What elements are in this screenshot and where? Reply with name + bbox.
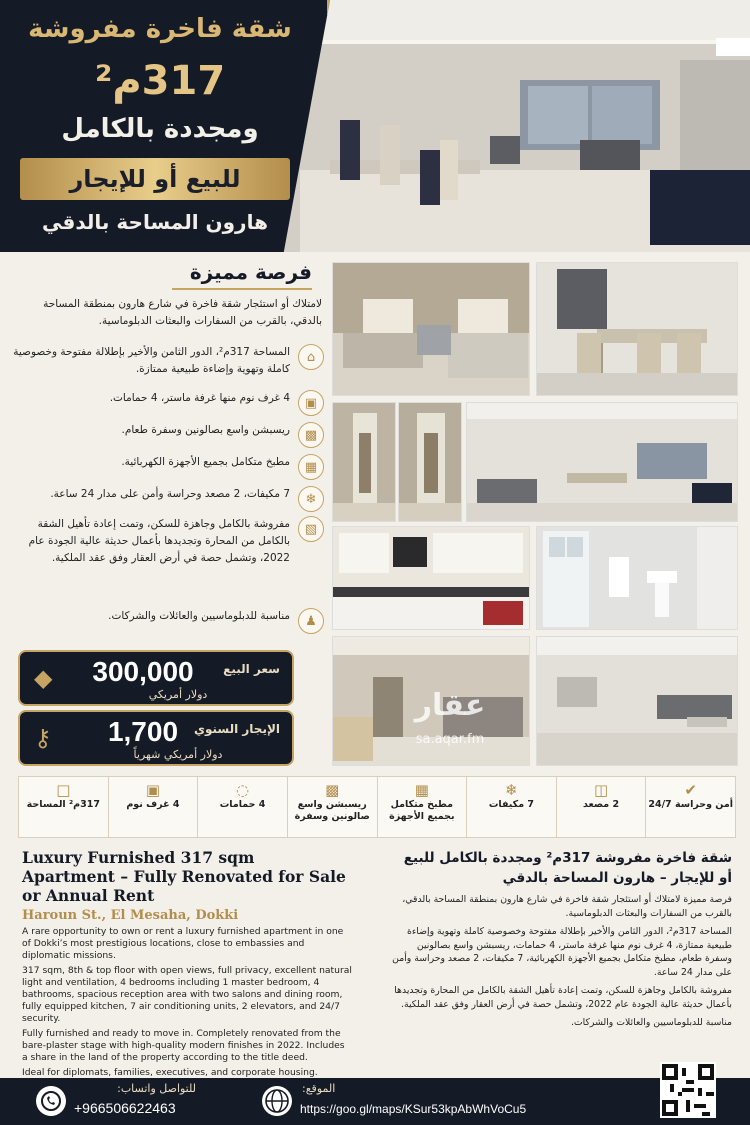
stat-text: 317م² المساحة bbox=[26, 799, 100, 810]
rent-price-label: الإيجار السنوي bbox=[193, 722, 280, 736]
sale-rent-banner bbox=[20, 158, 290, 200]
area-icon: □ bbox=[56, 781, 71, 799]
stat-text: 4 حمامات bbox=[219, 799, 266, 810]
phone-number[interactable]: +966506622463 bbox=[74, 1100, 176, 1116]
stat-text: 4 غرف نوم bbox=[126, 799, 180, 810]
price-tag-icon: ◆ bbox=[34, 664, 53, 692]
features-title: فرصة مميزة bbox=[189, 260, 312, 284]
arabic-paragraph: المساحة 317م²، الدور الثامن والأخير بإطلالة مفتوحة وخصوصية كاملة وتهوية وإضاءة طبيعية ممتازة، 4 غرف نوم منها غرفة ماستر، 4 حمامات، ريسبشن واسع بصالونين وسفرة طعام، مطبخ متكامل بجميع الأجهزة الكهربائية، 7 مكيفات، 2 مصعد وحراسة وأمن على مدار 24 ساعة. bbox=[392, 926, 732, 978]
kitchen-photo bbox=[332, 526, 530, 630]
kitchen-icon: ▦ bbox=[414, 781, 429, 799]
feature-item bbox=[12, 422, 324, 448]
english-paragraph: Fully furnished and ready to move in. Completely renovated from the bare-plaster stage with high-quality modern finishes in 2022. Includes a share in the land of the property according to the title deed. bbox=[22, 1028, 345, 1063]
arabic-description bbox=[392, 848, 732, 1068]
hallway-photo-2 bbox=[398, 402, 462, 522]
arabic-title: شقة فاخرة مفروشة 317م² ومجددة بالكامل للبيع أو للإيجار – هارون المساحة بالدقي bbox=[403, 850, 732, 886]
snowflake-icon: ❄ bbox=[505, 781, 518, 799]
feature-text: ريسبشن واسع بصالونين وسفرة طعام. bbox=[121, 424, 290, 436]
stat-elevators bbox=[556, 777, 646, 837]
stat-text: مطبخ متكامل بجميع الأجهزة bbox=[389, 799, 455, 822]
building-icon: ⌂ bbox=[298, 344, 324, 370]
english-paragraph: A rare opportunity to own or rent a luxury furnished apartment in one of Dokki’s most prestigious locations, close to embassies and diplomatic missions. bbox=[22, 926, 344, 961]
sale-price-value: 300,000 bbox=[92, 656, 194, 687]
feature-text: مطبخ متكامل بجميع الأجهزة الكهربائية. bbox=[121, 456, 290, 468]
stat-kitchen bbox=[377, 777, 467, 837]
hero-location: هارون المساحة بالدقي bbox=[42, 210, 268, 234]
rent-price-value: 1,700 bbox=[107, 716, 179, 747]
english-subtitle: Haroun St., El Mesaha, Dokki bbox=[22, 908, 239, 923]
feature-text: 4 غرف نوم منها غرفة ماستر، 4 حمامات. bbox=[109, 392, 290, 404]
feature-text: 7 مكيفات، 2 مصعد وحراسة وأمن على مدار 24 ساعة. bbox=[50, 488, 290, 500]
sale-price-unit: دولار أمريكي bbox=[148, 688, 208, 701]
stat-text: 2 مصعد bbox=[583, 799, 620, 810]
contact-label: للتواصل واتساب: bbox=[117, 1082, 196, 1095]
bath-icon: ◌ bbox=[236, 781, 250, 799]
watermark-site: sa.aqar.fm bbox=[415, 732, 485, 747]
living-area-photo bbox=[536, 636, 738, 766]
watermark-brand: عقار bbox=[414, 688, 486, 723]
stat-text: 7 مكيفات bbox=[488, 799, 535, 810]
hero-banner bbox=[0, 0, 750, 252]
features-section bbox=[12, 258, 324, 638]
stat-text: أمن وحراسة 24/7 bbox=[648, 799, 733, 810]
sofa-icon: ▩ bbox=[298, 422, 324, 448]
couch-icon: ▧ bbox=[298, 516, 324, 542]
reception-photo bbox=[466, 402, 738, 522]
stat-area bbox=[19, 777, 108, 837]
qr-code[interactable] bbox=[660, 1062, 716, 1118]
dining-room-photo bbox=[536, 262, 738, 396]
bed-icon: ▣ bbox=[145, 781, 161, 799]
stat-ac bbox=[466, 777, 556, 837]
english-paragraph: Ideal for diplomats, families, executives, and corporate housing. bbox=[22, 1067, 318, 1078]
stat-bedrooms bbox=[108, 777, 198, 837]
stat-text: ريسبشن واسع صالونين وسفرة bbox=[294, 799, 370, 822]
hero-area: 317م² bbox=[94, 58, 226, 104]
feature-item bbox=[12, 344, 324, 378]
bed-icon: ▣ bbox=[298, 390, 324, 416]
features-intro: لامتلاك أو استئجار شقة فاخرة في شارع هارون بمنطقة المساحة بالدقي، بالقرب من السفارات والبعثات الدبلوماسية. bbox=[43, 298, 322, 327]
feature-text: مناسبة للدبلوماسيين والعائلات والشركات. bbox=[108, 610, 290, 622]
shield-check-icon: ✔ bbox=[684, 781, 697, 799]
feature-item bbox=[12, 608, 324, 634]
whatsapp-icon[interactable] bbox=[36, 1086, 66, 1116]
sale-price-box bbox=[18, 650, 294, 706]
feature-item bbox=[12, 486, 324, 512]
feature-text: مفروشة بالكامل وجاهزة للسكن، وتمت إعادة تأهيل الشقة بالكامل من المحارة وتجديدها بأعمال حديثة عالية الجودة عام 2022، وتشمل حصة في أرض العقار وفق عقد الملكية. bbox=[28, 518, 290, 564]
feature-text: المساحة 317م²، الدور الثامن والأخير بإطلالة مفتوحة وخصوصية كاملة وتهوية وإضاءة طبيعية ممتازة. bbox=[13, 346, 290, 375]
feature-item bbox=[12, 390, 324, 416]
bathroom-photo bbox=[536, 526, 738, 630]
features-title-underline bbox=[172, 288, 312, 290]
stat-bathrooms bbox=[197, 777, 287, 837]
arabic-paragraph: مفروشة بالكامل وجاهزة للسكن، وتمت إعادة تأهيل الشقة بالكامل من المحارة وتجديدها بأعمال حديثة عالية الجودة عام 2022، وتشمل حصة في أرض العقار وفق عقد الملكية. bbox=[394, 985, 732, 1010]
map-link[interactable]: https://goo.gl/maps/KSur53kpAbWhVoCu5 bbox=[300, 1102, 527, 1116]
english-description bbox=[22, 848, 352, 1078]
stat-reception bbox=[287, 777, 377, 837]
sale-price-label: سعر البيع bbox=[223, 662, 280, 676]
stat-security bbox=[645, 777, 735, 837]
hallway-photo-1 bbox=[332, 402, 396, 522]
english-title: Luxury Furnished 317 sqm Apartment – Fully Renovated for Sale or Annual Rent bbox=[22, 848, 346, 905]
location-label: الموقع: bbox=[302, 1082, 336, 1095]
globe-icon[interactable] bbox=[262, 1086, 292, 1116]
arabic-paragraph: فرصة مميزة لامتلاك أو استئجار شقة فاخرة في شارع هارون بمنطقة المساحة بالدقي، بالقرب من السفارات والبعثات الدبلوماسية. bbox=[402, 894, 732, 919]
feature-item bbox=[12, 454, 324, 480]
rent-price-unit: دولار أمريكي شهرياً bbox=[133, 748, 223, 761]
elevator-icon: ◫ bbox=[593, 781, 609, 799]
kitchen-icon: ▦ bbox=[298, 454, 324, 480]
sofa-icon: ▩ bbox=[325, 781, 340, 799]
hero-subtitle: ومجددة بالكامل bbox=[61, 114, 259, 144]
sale-rent-label: للبيع أو للإيجار bbox=[69, 165, 241, 193]
key-icon: ⚷ bbox=[34, 724, 52, 752]
feature-item bbox=[12, 516, 324, 567]
people-icon: ♟ bbox=[298, 608, 324, 634]
contact-footer bbox=[0, 1078, 750, 1125]
hero-title: شقة فاخرة مفروشة bbox=[28, 14, 292, 44]
bedroom-photo bbox=[332, 262, 530, 396]
arabic-paragraph: مناسبة للدبلوماسيين والعائلات والشركات. bbox=[570, 1017, 732, 1028]
english-paragraph: 317 sqm, 8th & top floor with open views, full privacy, excellent natural light and ventilation, 4 bedrooms including 1 master bedroom, 4 bathrooms, spacious reception area with two salons and dining room, fully equipped kitchen, 7 air conditioning units, 2 elevators, and 24/7 security. bbox=[22, 965, 352, 1024]
rent-price-box bbox=[18, 710, 294, 766]
snowflake-icon: ❄ bbox=[298, 486, 324, 512]
stats-strip bbox=[18, 776, 736, 838]
